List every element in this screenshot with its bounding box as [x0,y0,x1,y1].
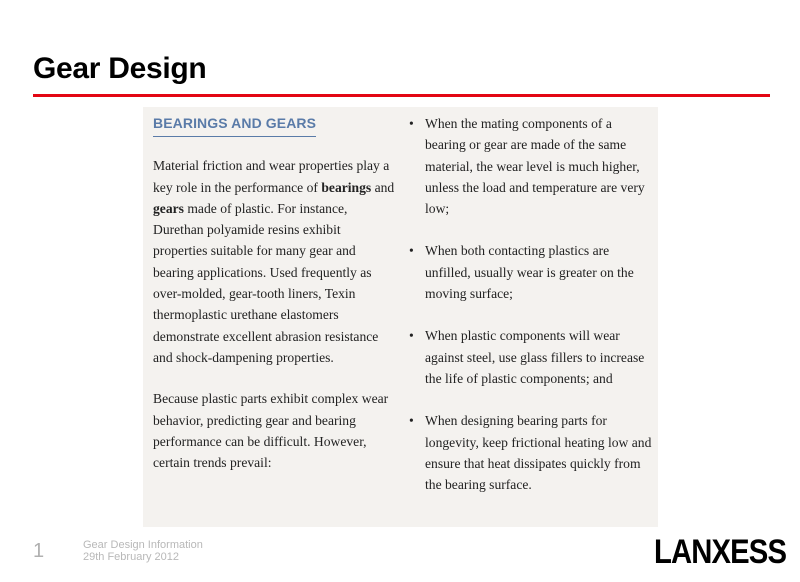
bullet-dot-icon: • [409,328,414,344]
footer-document-title: Gear Design Information [83,539,203,551]
bullet-text: When the mating components of a bearing or gear are made of the same material, the wear level is much higher, unless the load and temperature are very low; [425,116,645,217]
bullet-dot-icon: • [409,243,414,259]
bullet-text: When designing bearing parts for longevity, keep frictional heating low and ensure that heat dissipates quickly from the bearing surface. [425,413,652,493]
bullet-dot-icon: • [409,116,414,131]
slide-title: Gear Design [33,52,207,85]
gears-bold-text: gears [153,200,184,216]
paragraph-1-text-a: Material friction and wear properties play a key role in the performance of [153,158,390,195]
bullet-item [409,240,654,304]
article-right-column [409,113,654,495]
bullet-item [409,325,654,389]
paragraph-1-text-b: made of plastic. For instance, Durethan polyamide resins exhibit properties suitable for many gear and bearing applications. Used frequently as over-molded, gear-tooth liners, Texin thermoplastic urethane elastomers demonstrate excellent abrasion resistance and shock-dampening properties. [153,200,379,365]
bearings-bold-text: bearings [321,179,372,195]
lanxess-logo: LANXESS [654,533,787,571]
paragraph-1-and: and [371,179,395,195]
article-panel [143,107,658,527]
bullet-item [409,410,654,495]
page-number: 1 [33,540,45,562]
title-divider [33,94,770,97]
bullet-item [409,113,654,219]
footer-info [83,539,203,563]
bullet-text: When both contacting plastics are unfilled, usually wear is greater on the moving surface; [425,243,634,302]
footer-date: 29th February 2012 [83,551,180,563]
article-heading: BEARINGS AND GEARS [153,113,316,137]
article-left-column [153,113,398,473]
article-paragraph-2: Because plastic parts exhibit complex wear behavior, predicting gear and bearing performance can be difficult. However, certain trends prevail: [153,391,389,471]
bullet-dot-icon: • [409,413,414,429]
article-paragraph-1 [153,155,398,368]
bullet-text: When plastic components will wear against steel, use glass fillers to increase the life of plastic components; and [425,328,645,386]
